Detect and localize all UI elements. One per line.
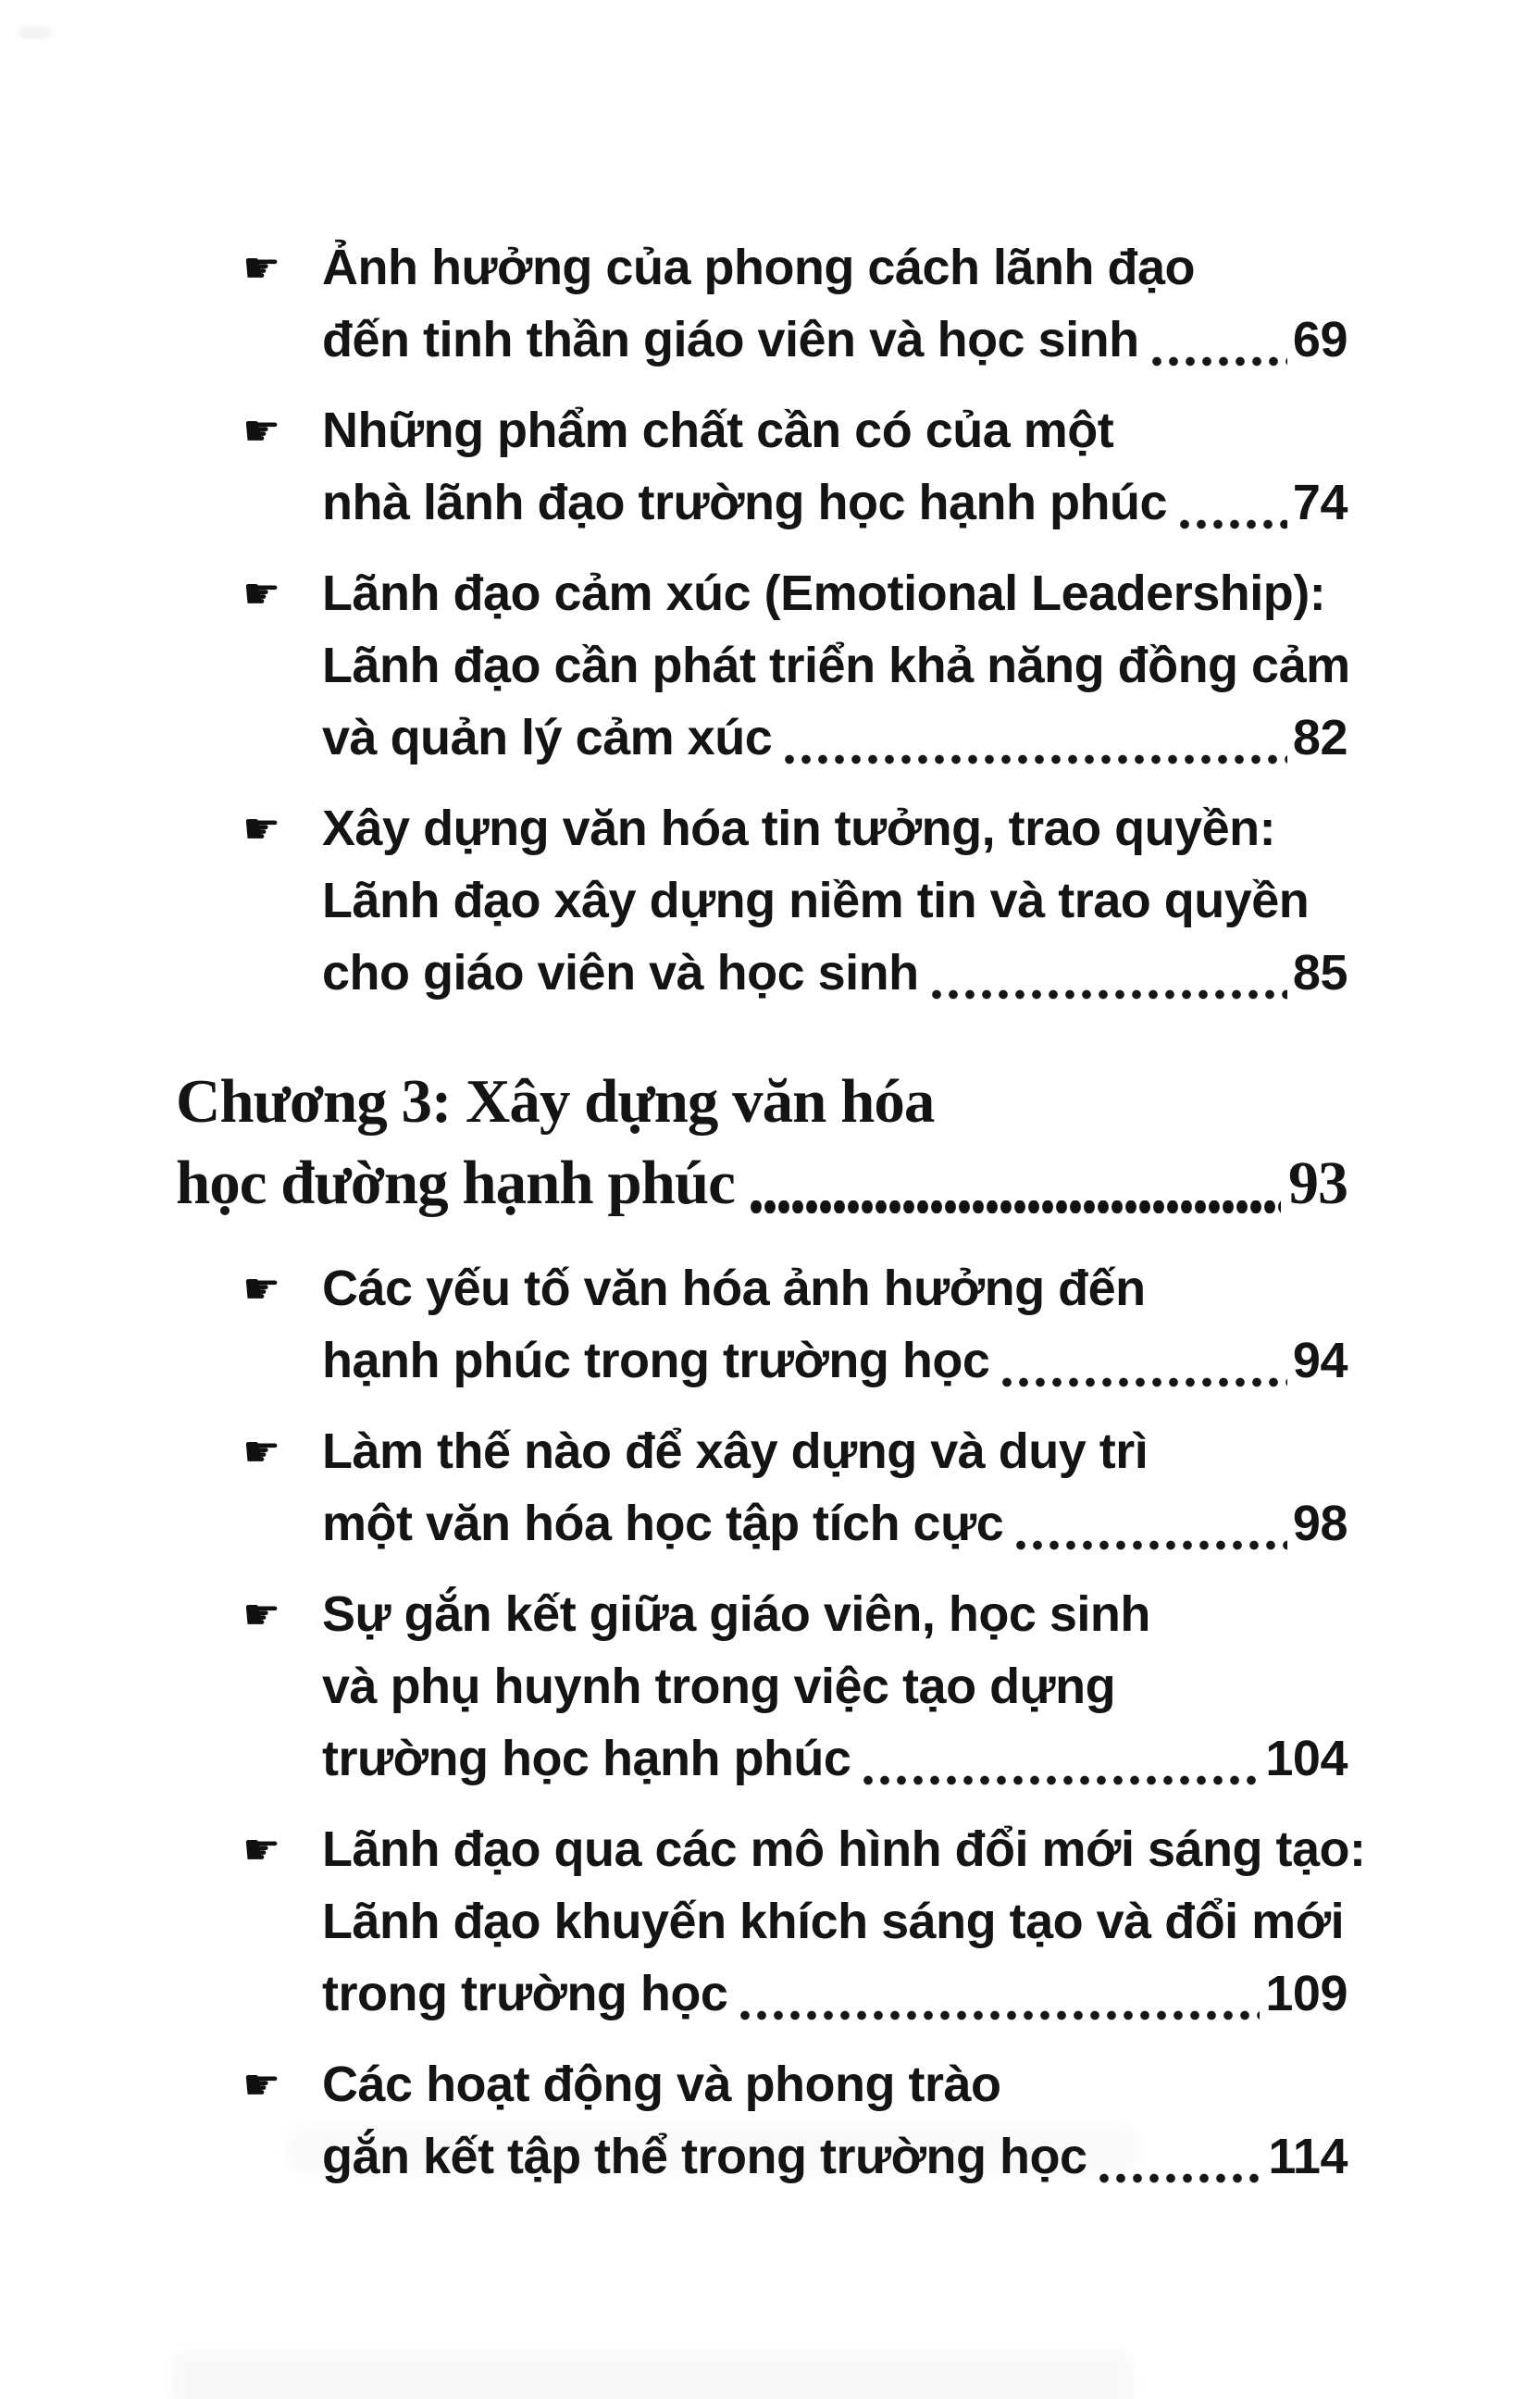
entry-title-text: Ảnh hưởng của phong cách lãnh đạo (322, 240, 1196, 295)
toc-entry (242, 1252, 1348, 1397)
entry-title-lines (322, 1578, 1348, 1795)
toc-entry (242, 1813, 1366, 2030)
dot-leader (1002, 1377, 1287, 1387)
page-number: 69 (1292, 312, 1348, 367)
page-number: 109 (1265, 1966, 1348, 2021)
entry-title-text: trường học hạnh phúc (322, 1731, 851, 1786)
page-number: 93 (1288, 1150, 1348, 1217)
entry-title-text: Xây dựng văn hóa tin tưởng, trao quyền: (322, 801, 1276, 856)
chapter-title-line (176, 1061, 1348, 1142)
entry-title-line (322, 1324, 1348, 1397)
dot-leader (1099, 2173, 1262, 2183)
entry-title-line (322, 394, 1348, 466)
toc-entry (242, 394, 1348, 539)
entry-title-line (322, 557, 1348, 629)
page-number: 104 (1265, 1731, 1348, 1786)
entry-title-text: trong trường học (322, 1966, 728, 2021)
entry-title-line (322, 1487, 1348, 1560)
entry-title-text: Lãnh đạo xây dựng niềm tin và trao quyền (322, 873, 1310, 928)
dot-leader (863, 1775, 1260, 1785)
entry-title-text: và quản lý cảm xúc (322, 710, 773, 765)
entry-title-line (322, 231, 1348, 304)
entry-title-text: Sự gắn kết giữa giáo viên, học sinh (322, 1586, 1150, 1642)
entry-title-line (322, 792, 1348, 864)
page-number: 74 (1292, 475, 1348, 530)
pointing-hand-icon: ☛ (242, 1263, 281, 1313)
chapter-heading (176, 1061, 1348, 1224)
entry-title-text: một văn hóa học tập tích cực (322, 1496, 1004, 1551)
pointing-hand-icon: ☛ (242, 405, 281, 455)
entry-title-text: Lãnh đạo khuyến khích sáng tạo và đổi mới (322, 1894, 1345, 1949)
toc-entry (242, 557, 1348, 774)
entry-title-lines (322, 1252, 1348, 1397)
entry-title-line (322, 937, 1348, 1009)
toc-entry (242, 2048, 1348, 2193)
entry-title-lines (322, 557, 1348, 774)
scan-bleed-artifact (171, 2351, 1134, 2399)
pointing-hand-icon: ☛ (242, 1824, 281, 1874)
entry-title-line (322, 466, 1348, 539)
dot-leader (1152, 356, 1287, 367)
dot-leader (1016, 1540, 1287, 1550)
page-number: 94 (1292, 1333, 1348, 1388)
page-number: 98 (1292, 1496, 1348, 1551)
entry-title-text: đến tinh thần giáo viên và học sinh (322, 312, 1139, 367)
pointing-hand-icon: ☛ (242, 1589, 281, 1639)
dot-leader (740, 2010, 1260, 2020)
entry-title-lines (322, 1813, 1366, 2030)
pointing-hand-icon: ☛ (242, 242, 281, 292)
entry-title-line (322, 1650, 1348, 1722)
entry-title-line (322, 304, 1348, 376)
page-number: 82 (1292, 710, 1348, 765)
entry-title-lines (322, 792, 1348, 1009)
entry-title-line (322, 1958, 1348, 2030)
entry-title-line (322, 1415, 1348, 1487)
entry-title-lines (322, 2048, 1348, 2193)
entry-title-text: gắn kết tập thể trong trường học (322, 2129, 1087, 2184)
pointing-hand-icon: ☛ (242, 568, 281, 618)
entry-title-text: Những phẩm chất cần có của một (322, 403, 1114, 458)
entry-title-text: và phụ huynh trong việc tạo dựng (322, 1659, 1116, 1714)
chapter-title-text: học đường hạnh phúc (176, 1149, 735, 1217)
entry-title-text: Lãnh đạo qua các mô hình đổi mới sáng tạo: (322, 1821, 1366, 1877)
entry-title-text: nhà lãnh đạo trường học hạnh phúc (322, 475, 1167, 530)
entry-title-line (322, 2120, 1348, 2193)
entry-title-text: Lãnh đạo cần phát triển khả năng đồng cảm (322, 638, 1350, 693)
entry-title-line (322, 702, 1348, 774)
chapter-title-lines (176, 1061, 1348, 1224)
chapter-title-text: Chương 3: Xây dựng văn hóa (176, 1067, 935, 1136)
entry-title-text: Làm thế nào để xây dựng và duy trì (322, 1423, 1149, 1479)
toc-entry (242, 1578, 1348, 1795)
page-number: 85 (1292, 945, 1348, 1001)
entry-title-lines (322, 394, 1348, 539)
dot-leader (932, 989, 1287, 1000)
entry-title-line (322, 1722, 1348, 1795)
entry-title-line (322, 629, 1348, 702)
entry-title-lines (322, 1415, 1348, 1560)
entry-title-text: Các yếu tố văn hóa ảnh hưởng đến (322, 1261, 1146, 1316)
toc-entry (242, 1415, 1348, 1560)
pointing-hand-icon: ☛ (242, 1426, 281, 1476)
pointing-hand-icon: ☛ (242, 803, 281, 853)
chapter-title-line (176, 1142, 1348, 1224)
entry-title-line (322, 2048, 1348, 2120)
scan-bleed-artifact (19, 26, 52, 39)
pointing-hand-icon: ☛ (242, 2059, 281, 2109)
toc-entry (242, 231, 1348, 376)
dot-leader (750, 1200, 1281, 1213)
entry-title-lines (322, 231, 1348, 376)
entry-title-line (322, 864, 1348, 937)
toc-entry (242, 792, 1348, 1009)
entry-title-line (322, 1578, 1348, 1650)
table-of-contents (176, 231, 1366, 2211)
entry-title-text: Các hoạt động và phong trào (322, 2057, 1001, 2112)
entry-title-line (322, 1885, 1348, 1958)
entry-title-text: hạnh phúc trong trường học (322, 1333, 990, 1388)
entry-title-line (322, 1252, 1348, 1324)
dot-leader (785, 754, 1287, 764)
entry-title-line (322, 1813, 1366, 1885)
entry-title-text: Lãnh đạo cảm xúc (Emotional Leadership): (322, 566, 1326, 621)
entry-title-text: cho giáo viên và học sinh (322, 945, 919, 1001)
page-number: 114 (1268, 2129, 1348, 2184)
dot-leader (1180, 519, 1287, 529)
